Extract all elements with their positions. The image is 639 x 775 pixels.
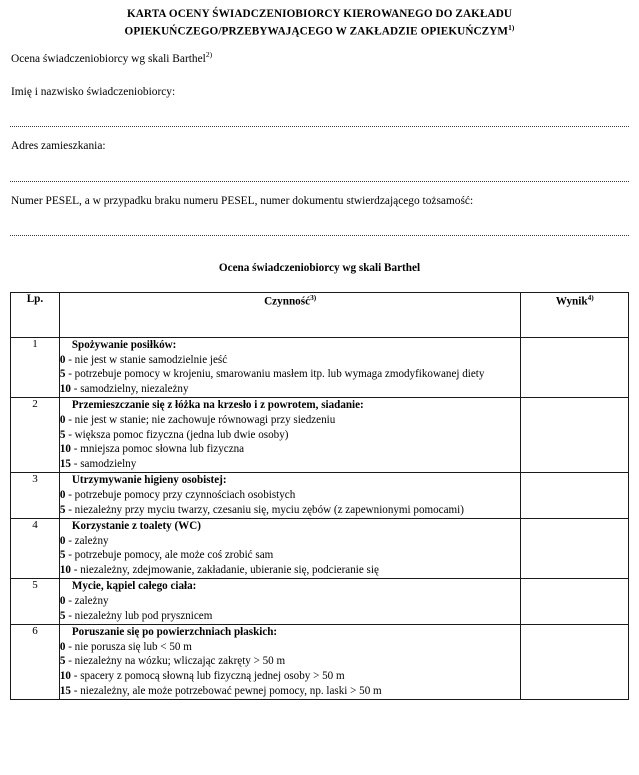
option-score: 0: [59, 353, 66, 366]
cell-lp: 5: [11, 578, 60, 624]
option-score: 10: [59, 564, 71, 577]
activity-option: 15 - niezależny, ale może potrzebować pewnej pomocy, np. laski > 50 m: [59, 684, 382, 697]
cell-activity: [59, 337, 521, 397]
cell-result[interactable]: [521, 624, 629, 699]
option-score: 5: [59, 428, 66, 441]
cell-result[interactable]: [521, 518, 629, 578]
option-score: 15: [59, 684, 71, 697]
activity-option: 0 - zależny: [59, 534, 109, 547]
option-score: 5: [59, 549, 66, 562]
address-value[interactable]: [10, 166, 629, 180]
column-header-activity: [59, 292, 521, 337]
cell-lp: 4: [11, 518, 60, 578]
barthel-scale-table: [10, 292, 629, 700]
cell-activity: [59, 473, 521, 519]
column-header-result: [521, 292, 629, 337]
option-score: 5: [59, 609, 66, 622]
activity-option: 0 - nie jest w stanie samodzielnie jeść: [59, 353, 228, 366]
cell-activity: [59, 518, 521, 578]
table-row: [11, 578, 629, 624]
pesel-label: Numer PESEL, a w przypadku braku numeru PESEL, numer dokumentu stwierdzającego tożsamość:: [11, 194, 474, 207]
column-header-lp: Lp.: [11, 292, 60, 337]
page-title: [10, 0, 629, 41]
activity-option: 10 - niezależny, zdejmowanie, zakładanie, ubieranie się, podcieranie się: [59, 564, 379, 577]
activity-option: 5 - niezależny lub pod prysznicem: [59, 609, 213, 622]
cell-activity: [59, 578, 521, 624]
activity-option: 10 - samodzielny, niezależny: [59, 383, 189, 396]
option-score: 0: [59, 594, 66, 607]
option-score: 5: [59, 503, 66, 516]
option-score: 0: [59, 489, 66, 502]
table-body: [11, 337, 629, 699]
option-score: 0: [59, 640, 66, 653]
table-header-row: [11, 292, 629, 337]
activity-heading: Korzystanie z toalety (WC): [71, 519, 201, 532]
spacer-1: [10, 66, 629, 85]
cell-lp: 3: [11, 473, 60, 519]
activity-heading: Poruszanie się po powierzchniach płaskich:: [71, 625, 278, 638]
table-row: [11, 337, 629, 397]
activity-option: 10 - mniejsza pomoc słowna lub fizyczna: [59, 443, 245, 456]
spacer-7: [10, 236, 629, 262]
spacer-8: [10, 276, 629, 292]
activity-heading: Przemieszczanie się z łóżka na krzesło i z powrotem, siadanie:: [71, 398, 364, 411]
scale-footnote-marker: 2): [205, 49, 213, 59]
page-title-footnote-marker: 1): [508, 22, 515, 32]
option-score: 0: [59, 413, 66, 426]
option-score: 0: [59, 534, 66, 547]
activity-option: 10 - spacery z pomocą słowną lub fizyczną jednej osoby > 50 m: [59, 670, 345, 683]
cell-result[interactable]: [521, 578, 629, 624]
patient-name-label: Imię i nazwisko świadczeniobiorcy:: [11, 85, 176, 98]
activity-option: 5 - potrzebuje pomocy, ale może coś zrobić sam: [59, 549, 274, 562]
option-score: 10: [59, 443, 71, 456]
activity-option: 5 - niezależny na wózku; wliczając zakręty > 50 m: [59, 655, 286, 668]
cell-lp: 1: [11, 337, 60, 397]
address-label: Adres zamieszkania:: [11, 140, 106, 153]
scale-label: [10, 50, 629, 66]
activity-footnote-marker: 3): [310, 292, 317, 302]
spacer-6: [10, 208, 629, 221]
cell-result[interactable]: [521, 397, 629, 472]
activity-heading: Spożywanie posiłków:: [71, 338, 177, 351]
activity-option: 0 - potrzebuje pomocy przy czynnościach osobistych: [59, 489, 296, 502]
spacer-3: [10, 127, 629, 139]
table-row: [11, 624, 629, 699]
activity-option: 15 - samodzielny: [59, 458, 137, 471]
page-title-line-1: KARTA OCENY ŚWIADCZENIOBIORCY KIEROWANEGO DO ZAKŁADU: [126, 8, 513, 20]
spacer-2: [10, 99, 629, 112]
table-row: [11, 397, 629, 472]
patient-name-value[interactable]: [10, 112, 629, 126]
column-header-activity-text: Czynność: [264, 295, 311, 308]
activity-heading: Utrzymywanie higieny osobistej:: [71, 474, 227, 487]
scale-label-text: Ocena świadczeniobiorcy wg skali Barthel: [11, 52, 206, 65]
section-title: Ocena świadczeniobiorcy wg skali Barthel: [218, 262, 421, 275]
activity-option: 5 - większa pomoc fizyczna (jedna lub dwie osoby): [59, 428, 289, 441]
activity-heading: Mycie, kąpiel całego ciała:: [71, 579, 197, 592]
option-score: 5: [59, 655, 66, 668]
column-header-result-text: Wynik: [555, 295, 588, 308]
table-row: [11, 473, 629, 519]
option-score: 10: [59, 670, 71, 683]
cell-activity: [59, 397, 521, 472]
cell-lp: 2: [11, 397, 60, 472]
option-score: 5: [59, 368, 66, 381]
page-title-line-2: OPIEKUŃCZEGO/PRZEBYWAJĄCEGO W ZAKŁADZIE OPIEKUŃCZYM: [124, 25, 509, 38]
activity-option: 0 - nie jest w stanie; nie zachowuje równowagi przy siedzeniu: [59, 413, 336, 426]
cell-result[interactable]: [521, 473, 629, 519]
table-header: [11, 292, 629, 337]
result-footnote-marker: 4): [587, 292, 594, 302]
cell-lp: 6: [11, 624, 60, 699]
spacer-5: [10, 182, 629, 194]
activity-option: 5 - niezależny przy myciu twarzy, czesaniu się, myciu zębów (z zapewnionymi pomocami): [59, 503, 464, 516]
pesel-value[interactable]: [10, 221, 629, 235]
cell-activity: [59, 624, 521, 699]
option-score: 10: [59, 383, 71, 396]
spacer-4: [10, 153, 629, 166]
patient-header-form: [10, 41, 629, 237]
activity-option: 0 - zależny: [59, 594, 109, 607]
option-score: 15: [59, 458, 71, 471]
cell-result[interactable]: [521, 337, 629, 397]
activity-option: 5 - potrzebuje pomocy w krojeniu, smarowaniu masłem itp. lub wymaga zmodyfikowanej diety: [59, 368, 485, 381]
table-row: [11, 518, 629, 578]
activity-option: 0 - nie porusza się lub < 50 m: [59, 640, 192, 653]
